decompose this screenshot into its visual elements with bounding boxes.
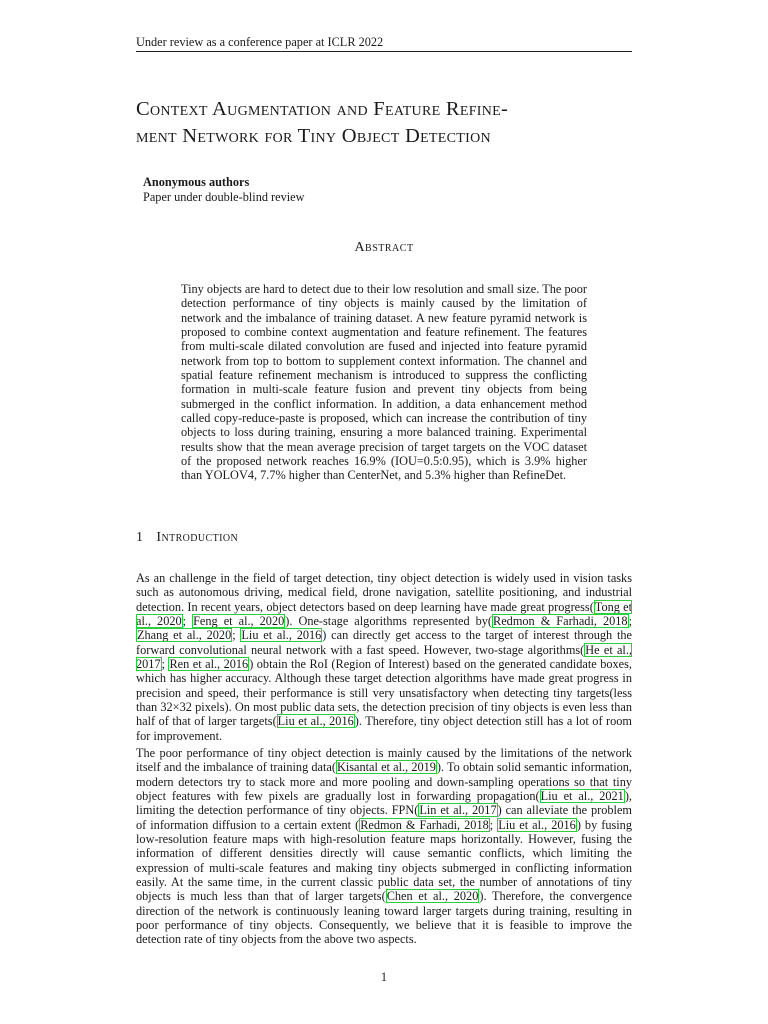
affiliation: Paper under double-blind review [143,190,305,204]
paper-title [136,96,636,150]
citation-link[interactable]: Feng et al., 2020 [193,614,285,629]
paragraph-text: ; [161,657,169,672]
section-number: 1 [136,530,144,545]
citation-link[interactable]: Chen et al., 2020 [386,889,479,904]
paragraph-text: ), limiting the detection performance of tiny objects. FPN( [136,789,632,818]
paragraph-text: ; [628,614,632,629]
citation-link[interactable]: Liu et al., 2016 [241,628,322,643]
abstract-heading: Abstract [354,240,414,255]
citation-link[interactable]: He et al., 2017 [136,642,632,672]
citation-link[interactable]: Liu et al., 2016 [498,817,576,832]
section-title: Introduction [156,530,239,545]
paragraph-text: ; [489,817,498,832]
paragraph-text: ). Therefore, tiny object detection still has a lot of room for improvement. [136,714,632,743]
paragraph-text: ; [232,628,241,643]
citation-link[interactable]: Redmon & Farhadi, 2018 [493,614,628,629]
header-rule [136,51,632,52]
paragraph-text: ) by fusing low-resolution feature maps with high-resolution feature maps horizontally. However, fusing the information of different densities directly will cause semantic conflicts, which limiting the expression of multi-scale features and making tiny objects submerged in conflicting information easily. At the same time, in the current classic public data set, the number of annotations of tiny objects is much less than that of larger targets( [136,817,632,904]
authors: Anonymous authors [143,175,250,189]
intro-paragraph-1 [136,571,632,743]
citation-link[interactable]: Tong et al., 2020 [136,599,632,629]
section-heading [136,530,238,546]
citation-link[interactable]: Lin et al., 2017 [419,803,497,818]
paragraph-text: ). Therefore, the convergence direction of the network is continuously leaning toward larger targets during training, resulting in poor performance of tiny objects. Consequently, we believe that it is feasible to improve the detection rate of tiny objects from the above two aspects. [136,889,632,947]
intro-paragraph-2 [136,746,632,947]
citation-link[interactable]: Ren et al., 2016 [169,657,249,672]
paragraph-text: ) can alleviate the problem of information diffusion to a certain extent ( [136,803,632,832]
paragraph-text: ). To obtain solid semantic information, modern detectors try to stack more and more pooling and down-sampling operations so that tiny object features with few pixels are gradually lost in forwarding propagation( [136,760,632,804]
citation-link[interactable]: Zhang et al., 2020 [137,628,232,643]
paper-title-line-1: Context Augmentation and Feature Refine- [136,98,509,120]
citation-link[interactable]: Liu et al., 2016 [277,714,354,729]
paragraph-text: As an challenge in the field of target detection, tiny object detection is widely used in vision tasks such as autonomous driving, medical field, drone navigation, satellite positioning, and industrial detection. In recent years, object detectors based on deep learning have made great progress( [136,571,632,614]
page-number: 1 [380,970,388,984]
paragraph-text: ; [182,614,193,629]
citation-link[interactable]: Kisantal et al., 2019 [336,760,436,775]
paper-title-line-2: ment Network for Tiny Object Detection [136,125,491,147]
paragraph-text: The poor performance of tiny object detection is mainly caused by the limitations of the network itself and the imbalance of training data( [136,746,632,775]
abstract-text: Tiny objects are hard to detect due to their low resolution and small size. The poor detection performance of tiny objects is mainly caused by the limitation of network and the imbalance of training dataset. A new feature pyramid network is proposed to combine context augmentation and feature refinement. The features from multi-scale dilated convolution are fused and injected into feature pyramid network from top to bottom to supplement context information. The channel and spatial feature refinement mechanism is introduced to suppress the conflicting formation in multi-scale feature fusion and prevent tiny objects from being submerged in the conflict information. In addition, a data enhancement method called copy-reduce-paste is proposed, which can increase the contribution of tiny objects to loss during training, ensuring a more balanced training. Experimental results show that the mean average precision of target targets on the VOC dataset of the proposed network reaches 16.9% (IOU=0.5:0.95), which is 3.9% higher than YOLOV4, 7.7% higher than CenterNet, and 5.3% higher than RefineDet. [181,282,587,483]
paragraph-text: ) can directly get access to the target of interest through the forward convolutional neural network with a fast speed. However, two-stage algorithms( [136,628,632,657]
citation-link[interactable]: Liu et al., 2021 [540,789,624,804]
paragraph-text: ) obtain the RoI (Region of Interest) based on the generated candidate boxes, which has higher accuracy. Although these target detection algorithms have made great progress in precision and speed, their performance is still very unsatisfactory when detecting tiny targets(less than 32×32 pixels). On most public data sets, the detection precision of tiny objects is even less than half of that of larger targets( [136,657,632,729]
running-head: Under review as a conference paper at ICLR 2022 [136,35,384,49]
paragraph-text: ). One-stage algorithms represented by( [285,614,493,629]
citation-link[interactable]: Redmon & Farhadi, 2018 [360,817,489,832]
